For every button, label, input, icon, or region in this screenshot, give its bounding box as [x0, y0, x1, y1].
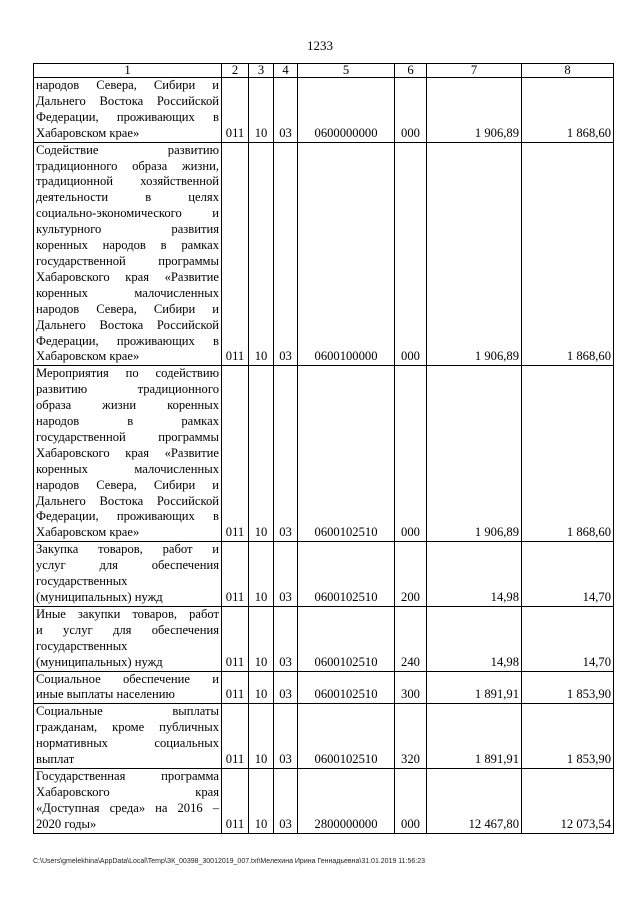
- row-name-line: «Доступная среда» на 2016 –: [36, 800, 219, 815]
- table-header-row: [34, 64, 614, 78]
- row-name-line: традиционной хозяйственной: [36, 174, 219, 189]
- expense-type-cell: 300: [395, 671, 427, 704]
- row-name-line: Хабаровском крае»: [36, 525, 140, 540]
- row-name-line: Дальнего Востока Российской: [36, 93, 219, 108]
- amount-2020-cell: 14,70: [522, 542, 614, 607]
- admin-code-cell: 011: [222, 142, 249, 366]
- section-cell: 10: [249, 704, 274, 769]
- row-name-cell: [34, 78, 222, 143]
- row-name-line: Федерации, проживающих в: [36, 109, 219, 124]
- row-name-line: Содействие развитию: [36, 142, 219, 157]
- row-name-line: Дальнего Востока Российской: [36, 493, 219, 508]
- target-article-cell: 0600102510: [298, 671, 395, 704]
- header-col-6: 6: [395, 64, 427, 78]
- header-col-5: 5: [298, 64, 395, 78]
- subsection-cell: 03: [274, 542, 298, 607]
- row-name-line: Хабаровского края: [36, 784, 219, 799]
- row-name-line: культурного развития: [36, 222, 219, 237]
- row-name-cell: [34, 366, 222, 542]
- row-name-line: коренных малочисленных: [36, 285, 219, 300]
- row-name-line: Социальное обеспечение и: [36, 671, 219, 686]
- expense-type-cell: 000: [395, 366, 427, 542]
- row-name-cell: [34, 542, 222, 607]
- row-name-line: государственных: [36, 574, 128, 589]
- expense-type-cell: 200: [395, 542, 427, 607]
- target-article-cell: 0600102510: [298, 542, 395, 607]
- section-cell: 10: [249, 366, 274, 542]
- file-path-footer: C:\Users\gmelekhina\AppData\Local\Temp\ЗК_00398_30012019_007.txt\Мелехина Ирина Геннадьевна\31.01.2019 11:56:23: [33, 858, 426, 865]
- row-name-line: Социальные выплаты: [36, 704, 219, 719]
- target-article-cell: 2800000000: [298, 768, 395, 833]
- row-name-line: нормативных социальных: [36, 736, 219, 751]
- table-row: [34, 671, 614, 704]
- target-article-cell: 0600102510: [298, 606, 395, 671]
- expense-type-cell: 000: [395, 142, 427, 366]
- row-name-line: гражданам, кроме публичных: [36, 720, 219, 735]
- subsection-cell: 03: [274, 704, 298, 769]
- row-name-line: народов Севера, Сибири и: [36, 477, 219, 492]
- row-name-line: Закупка товаров, работ и: [36, 542, 219, 557]
- table-row: [34, 366, 614, 542]
- row-name-line: социально-экономического и: [36, 206, 219, 221]
- row-name-line: государственных: [36, 638, 128, 653]
- section-cell: 10: [249, 768, 274, 833]
- row-name-cell: [34, 704, 222, 769]
- amount-2019-cell: 1 891,91: [427, 704, 522, 769]
- row-name-line: выплат: [36, 752, 75, 767]
- row-name-line: Хабаровском крае»: [36, 125, 140, 140]
- row-name-line: традиционного образа жизни,: [36, 158, 219, 173]
- admin-code-cell: 011: [222, 78, 249, 143]
- row-name-line: развитию традиционного: [36, 382, 219, 397]
- row-name-line: народов Севера, Сибири и: [36, 301, 219, 316]
- row-name-cell: [34, 671, 222, 704]
- expense-type-cell: 240: [395, 606, 427, 671]
- amount-2019-cell: 1 906,89: [427, 366, 522, 542]
- page-number: 1233: [307, 38, 333, 53]
- row-name-line: иные выплаты населению: [36, 687, 175, 702]
- section-cell: 10: [249, 142, 274, 366]
- section-cell: 10: [249, 606, 274, 671]
- admin-code-cell: 011: [222, 606, 249, 671]
- row-name-line: 2020 годы»: [36, 816, 97, 831]
- header-col-3: 3: [249, 64, 274, 78]
- row-name-line: Государственная программа: [36, 768, 219, 783]
- amount-2020-cell: 1 853,90: [522, 671, 614, 704]
- row-name-line: государственной программы: [36, 429, 219, 444]
- expense-type-cell: 000: [395, 768, 427, 833]
- subsection-cell: 03: [274, 142, 298, 366]
- row-name-line: (муниципальных) нужд: [36, 590, 163, 604]
- subsection-cell: 03: [274, 78, 298, 143]
- row-name-cell: [34, 142, 222, 366]
- amount-2020-cell: 12 073,54: [522, 768, 614, 833]
- subsection-cell: 03: [274, 768, 298, 833]
- admin-code-cell: 011: [222, 366, 249, 542]
- admin-code-cell: 011: [222, 671, 249, 704]
- target-article-cell: 0600102510: [298, 366, 395, 542]
- row-name-line: деятельности в целях: [36, 190, 219, 205]
- row-name-line: образа жизни коренных: [36, 398, 219, 413]
- amount-2020-cell: 1 853,90: [522, 704, 614, 769]
- row-name-line: народов в рамках: [36, 414, 219, 429]
- admin-code-cell: 011: [222, 704, 249, 769]
- row-name-line: Федерации, проживающих в: [36, 509, 219, 524]
- amount-2020-cell: 1 868,60: [522, 78, 614, 143]
- row-name-line: Хабаровского края «Развитие: [36, 269, 219, 284]
- expense-type-cell: 320: [395, 704, 427, 769]
- header-col-4: 4: [274, 64, 298, 78]
- row-name-line: Иные закупки товаров, работ: [36, 606, 219, 621]
- admin-code-cell: 011: [222, 768, 249, 833]
- row-name-line: Хабаровского края «Развитие: [36, 445, 219, 460]
- table-row: [34, 606, 614, 671]
- row-name-cell: [34, 768, 222, 833]
- row-name-line: коренных народов в рамках: [36, 238, 219, 253]
- amount-2019-cell: 1 906,89: [427, 78, 522, 143]
- subsection-cell: 03: [274, 606, 298, 671]
- row-name-line: Хабаровском крае»: [36, 349, 140, 364]
- table-row: [34, 142, 614, 366]
- row-name-line: Федерации, проживающих в: [36, 333, 219, 348]
- section-cell: 10: [249, 542, 274, 607]
- amount-2019-cell: 1 891,91: [427, 671, 522, 704]
- header-col-7: 7: [427, 64, 522, 78]
- header-col-8: 8: [522, 64, 614, 78]
- expense-type-cell: 000: [395, 78, 427, 143]
- target-article-cell: 0600100000: [298, 142, 395, 366]
- table-row: [34, 78, 614, 143]
- amount-2019-cell: 12 467,80: [427, 768, 522, 833]
- table-row: [34, 768, 614, 833]
- subsection-cell: 03: [274, 671, 298, 704]
- table-row: [34, 704, 614, 769]
- amount-2020-cell: 1 868,60: [522, 366, 614, 542]
- target-article-cell: 0600102510: [298, 704, 395, 769]
- budget-table: [33, 63, 614, 834]
- table-row: [34, 542, 614, 607]
- header-col-2: 2: [222, 64, 249, 78]
- row-name-line: коренных малочисленных: [36, 461, 219, 476]
- admin-code-cell: 011: [222, 542, 249, 607]
- subsection-cell: 03: [274, 366, 298, 542]
- row-name-line: (муниципальных) нужд: [36, 654, 163, 669]
- section-cell: 10: [249, 78, 274, 143]
- amount-2019-cell: 1 906,89: [427, 142, 522, 366]
- row-name-line: Мероприятия по содействию: [36, 366, 219, 381]
- amount-2019-cell: 14,98: [427, 606, 522, 671]
- row-name-line: народов Севера, Сибири и: [36, 78, 219, 92]
- row-name-line: услуг для обеспечения: [36, 558, 219, 573]
- row-name-line: Дальнего Востока Российской: [36, 317, 219, 332]
- amount-2019-cell: 14,98: [427, 542, 522, 607]
- target-article-cell: 0600000000: [298, 78, 395, 143]
- header-col-1: 1: [34, 64, 222, 78]
- row-name-line: и услуг для обеспечения: [36, 622, 219, 637]
- section-cell: 10: [249, 671, 274, 704]
- row-name-cell: [34, 606, 222, 671]
- amount-2020-cell: 1 868,60: [522, 142, 614, 366]
- row-name-line: государственной программы: [36, 253, 219, 268]
- amount-2020-cell: 14,70: [522, 606, 614, 671]
